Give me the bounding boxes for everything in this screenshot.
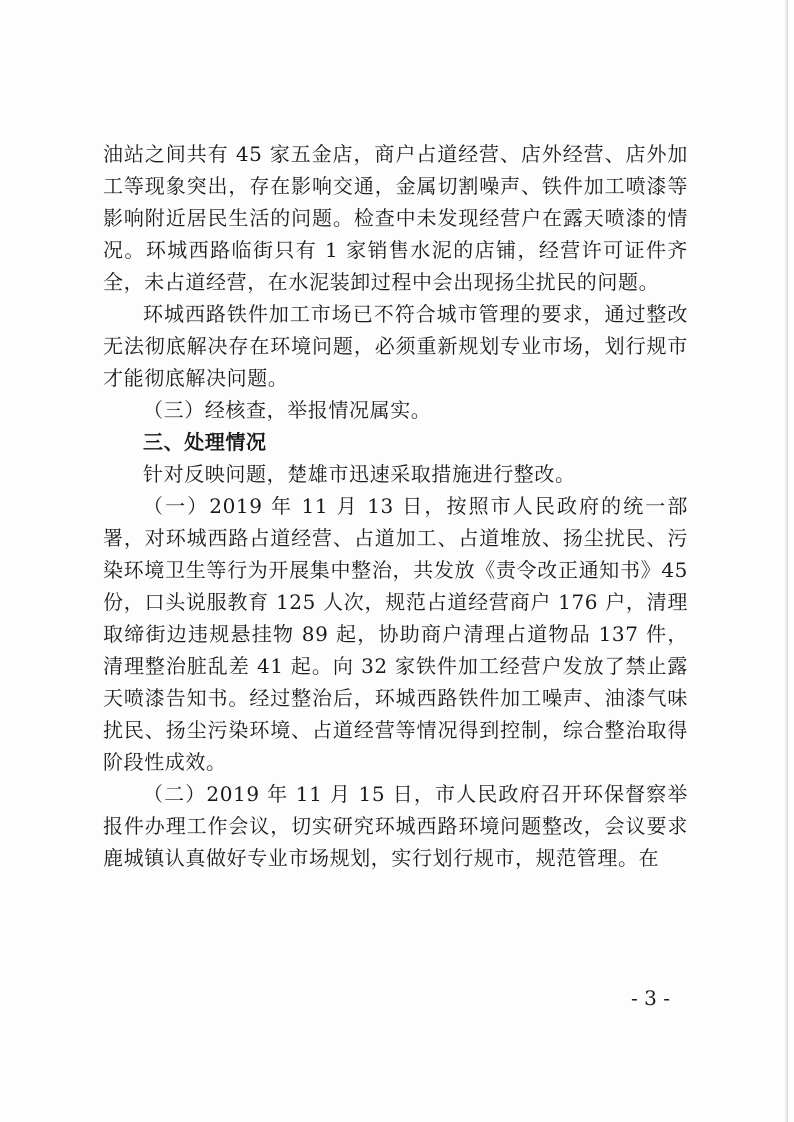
paragraph-verification: （三）经核查，举报情况属实。 bbox=[143, 398, 432, 422]
scan-edge-divider bbox=[785, 0, 788, 1122]
paragraph-measure-one: （一）2019 年 11 月 13 日，按照市人民政府的统一部署，对环城西路占道经营、占道加工、占道堆放、扬尘扰民、污染环境卫生等行为开展集中整治，共发放《责令改正通知书》45 份，口头说服教育 125 人次，规范占道经营商户 176 户，清理取缔街边违规悬挂物 89 起，协助商户清理占道物品 137 件，清理整治脏乱差 41 起。向 32 家铁件加工经营户发放了禁止露天喷漆告知书。经过整治后，环城西路铁件加工噪声、油漆气味扰民、扬尘污染环境、占道经营等情况得到控制，综合整治取得阶段性成效。 bbox=[103, 494, 688, 774]
section-heading-handling: 三、处理情况 bbox=[143, 430, 267, 454]
paragraph-continued: 油站之间共有 45 家五金店，商户占道经营、店外经营、店外加工等现象突出，存在影响交通，金属切割噪声、铁件加工喷漆等影响附近居民生活的问题。检查中未发现经营户在露天喷漆的情况。环城西路临街只有 1 家销售水泥的店铺，经营许可证件齐全，未占道经营，在水泥装卸过程中会出现扬尘扰民的问题。 bbox=[103, 142, 688, 294]
paragraph-response: 针对反映问题，楚雄市迅速采取措施进行整改。 bbox=[143, 462, 576, 486]
paragraph-market-assessment: 环城西路铁件加工市场已不符合城市管理的要求，通过整改无法彻底解决存在环境问题，必须重新规划专业市场，划行规市才能彻底解决问题。 bbox=[103, 302, 688, 390]
page-number: - 3 - bbox=[631, 986, 670, 1010]
document-body bbox=[103, 138, 688, 874]
paragraph-measure-two: （二）2019 年 11 月 15 日，市人民政府召开环保督察举报件办理工作会议，切实研究环城西路环境问题整改，会议要求鹿城镇认真做好专业市场规划，实行划行规市，规范管理。在 bbox=[103, 782, 688, 870]
